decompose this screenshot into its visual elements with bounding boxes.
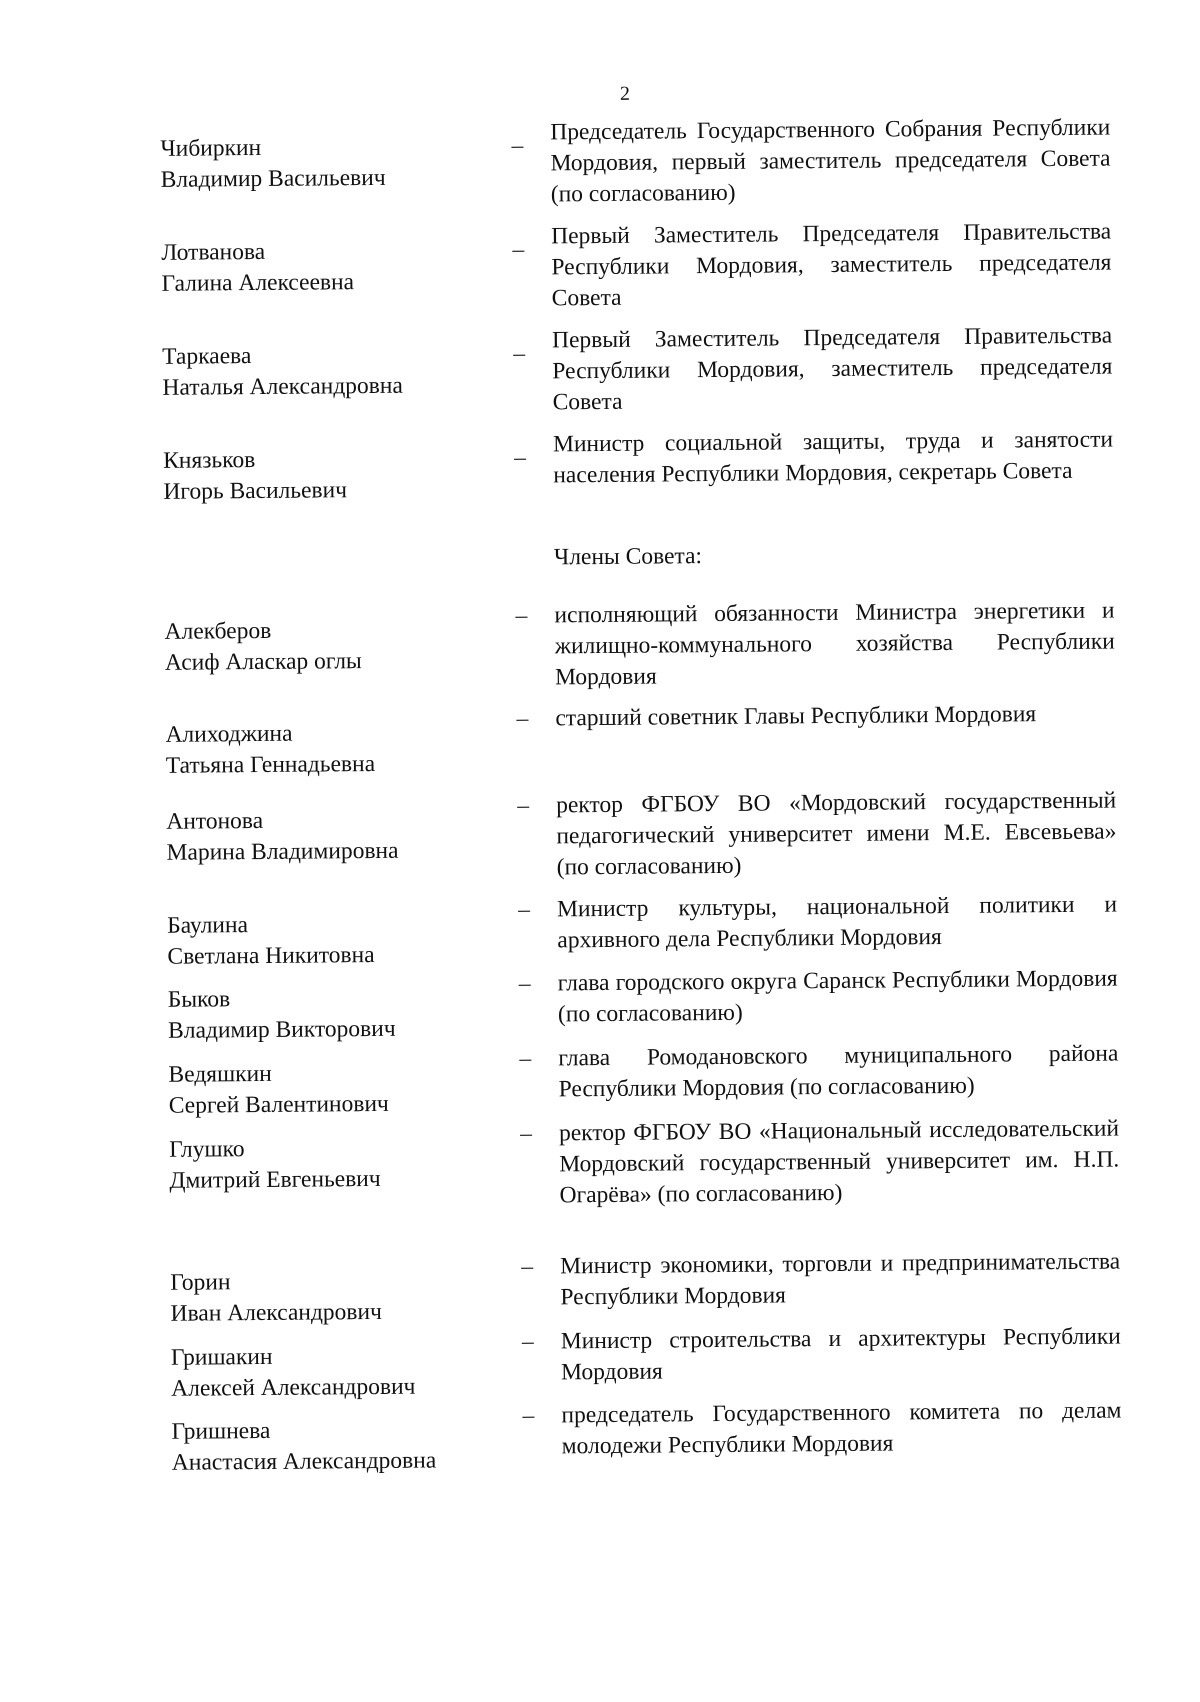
person-name	[169, 1132, 500, 1197]
person-name	[166, 804, 497, 869]
council-entry	[3, 424, 1200, 505]
person-role: старший советник Главы Республики Мордовия	[555, 701, 1037, 732]
person-given-names: Асиф Аласкар оглы	[164, 648, 362, 676]
council-member-entry	[7, 889, 1200, 970]
council-entry	[1, 216, 1200, 312]
person-given-names: Владимир Викторович	[167, 1015, 396, 1044]
person-surname: Князьков	[163, 447, 256, 474]
person-given-names: Сергей Валентинович	[168, 1090, 389, 1119]
dash-separator: –	[513, 340, 526, 367]
person-given-names: Светлана Никитовна	[167, 942, 375, 970]
council-member-entry	[10, 1246, 1200, 1327]
dash-separator: –	[522, 1402, 535, 1429]
council-entry	[0, 112, 1200, 208]
members-heading: Члены Совета:	[553, 543, 703, 571]
person-name	[160, 131, 491, 196]
person-surname: Таркаева	[162, 343, 252, 370]
person-role: председатель Государственного комитета по делам молодежи Республики Мордовия	[561, 1397, 1122, 1460]
dash-separator: –	[512, 236, 525, 263]
dash-separator: –	[511, 132, 524, 159]
person-role: Председатель Государственного Собрания Республики Мордовия, первый заместитель председателя Совета (по согласованию)	[550, 114, 1111, 208]
council-member-entry	[6, 785, 1200, 881]
dash-separator: –	[521, 1328, 534, 1355]
dash-separator: –	[517, 792, 530, 819]
person-role: ректор ФГБОУ ВО «Мордовский государственный педагогический университет имени М.Е. Евсевьева» (по согласованию)	[556, 787, 1117, 881]
person-name	[163, 443, 494, 508]
person-name	[168, 1057, 499, 1122]
person-surname: Глушко	[169, 1136, 245, 1163]
person-role: глава городского округа Саранск Республики Мордовия (по согласованию)	[557, 965, 1118, 1028]
person-surname: Горин	[170, 1269, 231, 1296]
person-name	[170, 1265, 501, 1330]
person-name	[171, 1340, 502, 1405]
person-name	[171, 1414, 502, 1479]
person-role: Министр строительства и архитектуры Республики Мордовия	[560, 1323, 1121, 1386]
person-name	[162, 339, 493, 404]
person-name	[168, 982, 499, 1047]
person-surname: Антонова	[166, 807, 264, 835]
council-entry	[2, 320, 1200, 416]
person-name	[167, 908, 498, 973]
person-role: Министр социальной защиты, труда и занятости населения Республики Мордовия, секретарь Совета	[552, 426, 1114, 489]
person-role: Министр культуры, национальной политики и архивного дела Республики Мордовия	[556, 891, 1118, 954]
person-surname: Алекберов	[164, 617, 272, 645]
person-surname: Алиходжина	[165, 720, 293, 748]
person-given-names: Иван Александрович	[170, 1298, 382, 1327]
person-surname: Баулина	[167, 912, 249, 939]
person-given-names: Дмитрий Евгеньевич	[169, 1165, 381, 1194]
person-given-names: Марина Владимировна	[166, 837, 399, 866]
person-role: исполняющий обязанности Министра энергетики и жилищно-коммунального хозяйства Республики Мордовия	[554, 597, 1115, 691]
person-surname: Быков	[167, 986, 231, 1013]
dash-separator: –	[521, 1253, 534, 1280]
person-name	[161, 235, 492, 300]
dash-separator: –	[518, 970, 531, 997]
person-surname: Гришнева	[171, 1417, 271, 1445]
person-given-names: Владимир Васильевич	[160, 164, 386, 193]
person-given-names: Игорь Васильевич	[163, 477, 348, 505]
dash-separator: –	[514, 444, 527, 471]
person-surname: Ведяшкин	[168, 1060, 272, 1088]
person-role: Министр экономики, торговли и предпринимательства Республики Мордовия	[560, 1248, 1121, 1311]
person-given-names: Татьяна Геннадьевна	[165, 750, 376, 779]
person-surname: Чибиркин	[160, 134, 262, 162]
dash-separator: –	[515, 602, 528, 629]
person-name	[164, 614, 495, 679]
person-surname: Лотванова	[161, 238, 266, 266]
dash-separator: –	[520, 1120, 533, 1147]
council-member-entry	[5, 698, 1200, 779]
dash-separator: –	[518, 896, 531, 923]
person-role: Первый Заместитель Председателя Правительства Республики Мордовия, заместитель председателя Совета	[551, 218, 1112, 312]
dash-separator: –	[519, 1045, 532, 1072]
person-role: ректор ФГБОУ ВО «Национальный исследовательский Мордовский государственный университет им. Н.П. Огарёва» (по согласованию)	[558, 1115, 1120, 1209]
person-surname: Гришакин	[170, 1343, 273, 1371]
person-name	[165, 717, 496, 782]
dash-separator: –	[516, 705, 529, 732]
person-given-names: Анастасия Александровна	[171, 1447, 437, 1476]
person-role: глава Ромодановского муниципального района Республики Мордовия (по согласованию)	[558, 1040, 1119, 1103]
page-number: 2	[619, 82, 631, 105]
person-role: Первый Заместитель Председателя Правительства Республики Мордовия, заместитель председателя Совета	[551, 322, 1113, 416]
person-given-names: Алексей Александрович	[171, 1373, 416, 1402]
person-given-names: Галина Алексеевна	[161, 269, 355, 297]
council-member-entry	[4, 595, 1200, 691]
person-given-names: Наталья Александровна	[162, 372, 403, 401]
